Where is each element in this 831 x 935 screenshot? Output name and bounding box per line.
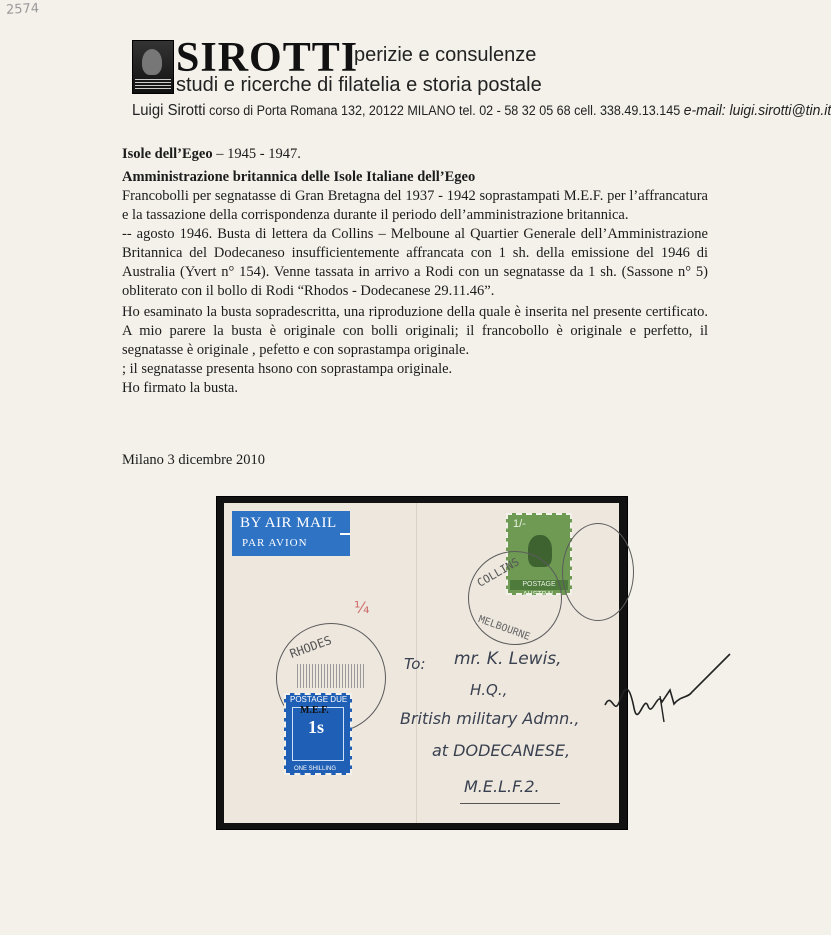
address-unit: British military Admn., [400,709,580,728]
contact-address: corso di Porta Romana 132, 20122 MILANO tel. 02 - 58 32 05 68 cell. 338.49.13.145 [209,103,681,118]
contact-email: e-mail: luigi.sirotti@tin.it [683,102,831,119]
certificate-subheading: Amministrazione britannica delle Isole Italiane dell’Egeo [122,169,476,185]
postage-due-bottom: ONE SHILLING [294,766,337,772]
portrait-logo-icon [132,40,174,94]
address-code: M.E.L.F.2. [464,777,540,796]
handwritten-signature [600,650,750,740]
address-name: mr. K. Lewis, [454,649,562,669]
postage-due-stamp [284,693,352,775]
red-tax-mark: ¹⁄₄ [354,598,370,617]
certificate-text [122,145,708,398]
postmark-collins-text: COLLINS [474,555,522,590]
par-avion-label: PAR AVION [242,537,308,549]
postmark-rhodes-text: RHODES [287,633,334,661]
address-to: To: [404,655,426,673]
cover-envelope [224,503,619,823]
mef-overprint: M.E.F. [300,705,329,716]
brand-name: SIROTTI [176,35,359,81]
paragraph-signed: Ho firmato la busta. [122,380,238,396]
heading-bold: Isole dell’Egeo [122,146,213,162]
contact-name: Luigi Sirotti [132,102,206,119]
corner-handwritten-number: 2574 [5,1,40,18]
tagline-secondary: studi e ricerche di filatelia e storia postale [176,74,542,96]
stamp-caption: POSTAGE AUSTRAL [510,580,568,590]
place-and-date: Milano 3 dicembre 2010 [122,452,265,468]
address-place: at DODECANESE, [432,741,571,760]
certificate-heading [122,145,708,164]
postage-due-label: POSTAGE DUE [290,695,348,704]
contact-line [132,102,831,120]
airmail-label: BY AIR MAIL [240,515,337,531]
paragraph-cover-description: -- agosto 1946. Busta di lettera da Collins – Melboune al Quartier Generale dell’Amministrazione Britannica del Dodecaneso insufficientemente affrancata con 1 sh. della emissione del 1946 di Australia (Yvert n° 154). Venne tassata in arrivo a Rodi con un segnatasse da 1 sh. (Sassone n° 5) obliterato con il bollo di Rodi “Rhodos - Dodecanese 29.11.46”. [122,226,708,299]
stamp-value: 1/- [513,518,526,530]
paragraph-opinion: Ho esaminato la busta sopradescritta, una riproduzione della quale è inserita nel presente certificato. A mio parere la busta è originale con bolli originali; il francobollo è originale e perfetto, il segnatasse è originale , pefetto e con soprastampa originale. [122,304,708,358]
address-hq: H.Q., [470,681,508,699]
postmark-collins [468,551,562,645]
postmark-melbourne-text: MELBOURNE [476,614,532,643]
airmail-etiquette [232,511,350,556]
paragraph-note: ; il segnatasse presenta hsono con soprastampa originale. [122,361,453,377]
heading-years: – 1945 - 1947. [212,146,301,162]
postage-due-value: 1s [308,717,325,737]
postmark-second [562,523,634,621]
tagline-primary: perizie e consulenze [354,44,537,66]
cover-photo-frame [216,496,628,830]
paragraph-stamps: Francobolli per segnatasse di Gran Bretagna del 1937 - 1942 soprastampati M.E.F. per l’affrancatura e la tassazione della corrispondenza durante il periodo dell’amministrazione britannica. [122,188,708,223]
